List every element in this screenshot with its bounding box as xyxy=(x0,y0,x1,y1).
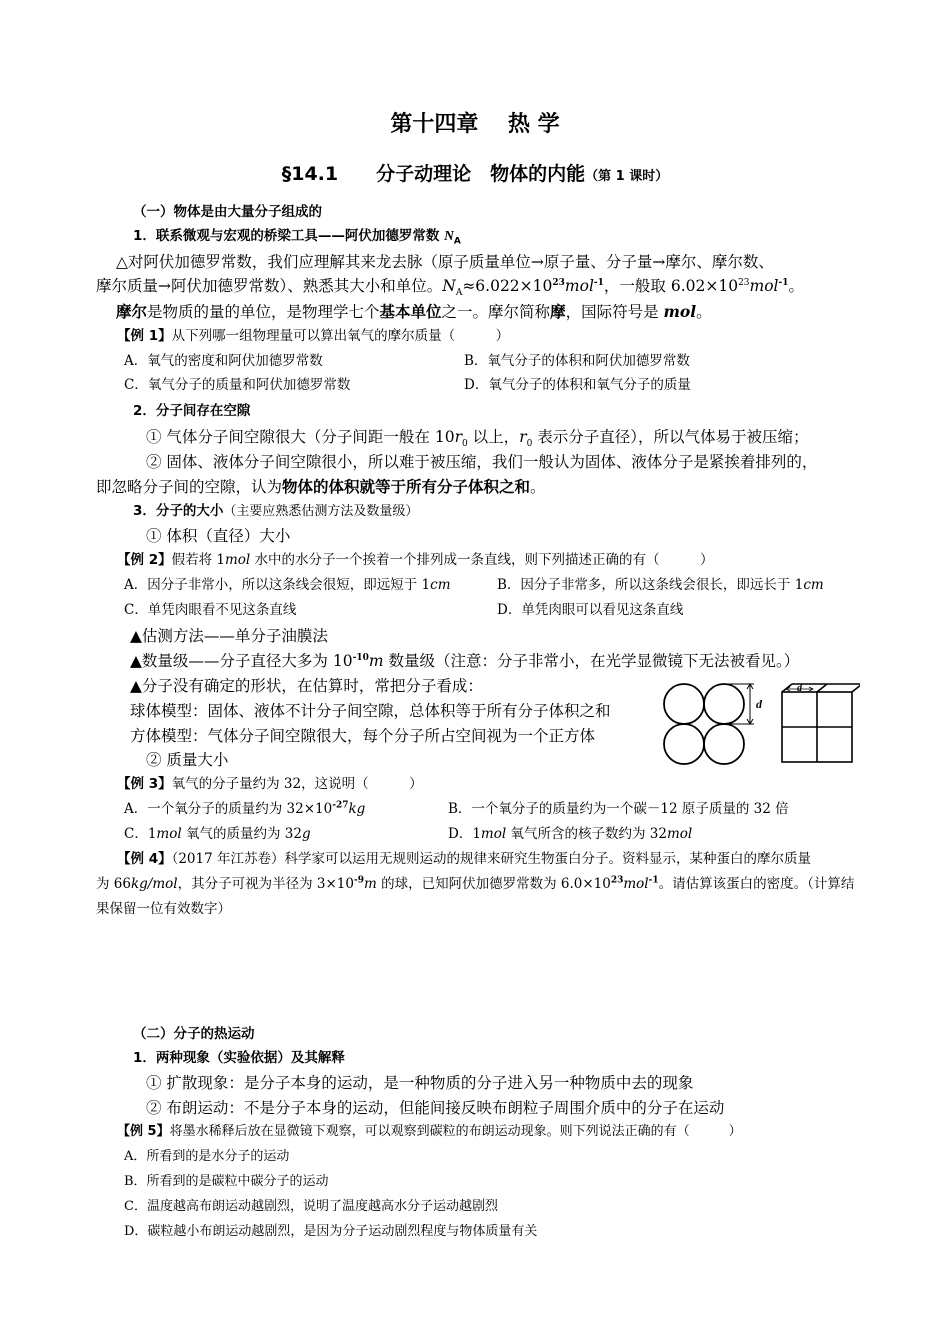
cube-model-figure xyxy=(782,684,860,762)
example1-question: 【例 1】从下列哪一组物理量可以算出氧气的摩尔质量（ ） xyxy=(117,328,510,344)
example2-option-c: C．单凭肉眼看不见这条直线 xyxy=(124,602,297,618)
example4-line1: 【例 4】（2017 年江苏卷）科学家可以运用无规则运动的规律来研究生物蛋白分子。资料显示，某种蛋白的摩尔质量 xyxy=(117,851,811,867)
avogadro-para-line1: △对阿伏加德罗常数，我们应理解其来龙去脉（原子质量单位→原子量、分子量→摩尔、摩尔数、 xyxy=(116,253,774,271)
size-volume: ① 体积（直径）大小 xyxy=(146,527,291,545)
sphere-model: 球体模型：固体、液体不计分子间空隙，总体积等于所有分子体积之和 xyxy=(130,702,611,720)
example2-question: 【例 2】假若将 1mol 水中的水分子一个挨着一个排列成一条直线，则下列描述正确的有（ ） xyxy=(117,552,714,568)
bullet-shape: ▲分子没有确定的形状，在估算时，常把分子看成： xyxy=(130,677,483,695)
example3-option-a: A．一个氧分子的质量约为 $32\times 10^{-27}kg$ xyxy=(124,800,366,817)
gap-line1: ① 气体分子间空隙很大（分子间距一般在 $10r_0$ 以上，$r_0$ 表示分子直径），所以气体易于被压缩； xyxy=(146,428,809,450)
cube-model: 方体模型：气体分子间空隙很大，每个分子所占空间视为一个正方体 xyxy=(130,727,596,745)
item1-heading: 1．联系微观与宏观的桥梁工具——阿伏加德罗常数 $N_A$ xyxy=(133,228,461,247)
section-note: （第 1 课时） xyxy=(585,169,669,184)
avogadro-para-line2: 摩尔质量→阿伏加德罗常数）、熟悉其大小和单位。$N_A\approx 6.022\times 10^{23}mol^{-1}$，一般取 $6.02\times 10^{23}mol^{-1}$。 xyxy=(96,277,805,299)
example4-line2: 为 66kg/mol，其分子可视为半径为 $3\times 10^{-9}m$ 的球，已知阿伏加德罗常数为 $6.0\times 10^{23}mol^{-1}$。请估算该蛋白的密度。（计算结 xyxy=(96,875,855,892)
section-name: 分子动理论 物体的内能 xyxy=(376,163,586,185)
section-title xyxy=(0,163,950,187)
mole-para: 摩尔是物质的量的单位，是物理学七个基本单位之一。摩尔简称摩，国际符号是 mol。 xyxy=(116,302,712,321)
example3-option-d: D．1mol 氧气所含的核子数约为 32mol xyxy=(448,826,693,842)
diameter-label-sphere: d xyxy=(756,697,762,711)
example2-option-d: D．单凭肉眼可以看见这条直线 xyxy=(497,602,684,618)
example3-option-b: B．一个氧分子的质量约为一个碳－12 原子质量的 32 倍 xyxy=(448,801,789,817)
example5-option-d: D．碳粒越小布朗运动越剧烈，是因为分子运动剧烈程度与物体质量有关 xyxy=(124,1224,538,1239)
bullet-magnitude: ▲数量级——分子直径大多为 $10^{-10}m$ 数量级（注意：分子非常小，在光学显微镜下无法被看见。） xyxy=(130,652,800,670)
part2-heading: （二）分子的热运动 xyxy=(133,1026,255,1042)
chapter-title: 第十四章 热 学 xyxy=(390,112,560,137)
molecule-model-figure xyxy=(660,680,860,780)
bullet-estimation: ▲估测方法——单分子油膜法 xyxy=(130,627,328,645)
example1-option-b: B．氧气分子的体积和阿伏加德罗常数 xyxy=(464,353,690,369)
example5-question: 【例 5】将墨水稀释后放在显微镜下观察，可以观察到碳粒的布朗运动现象。则下列说法正确的有（ ） xyxy=(117,1124,742,1139)
example5-option-b: B．所看到的是碳粒中碳分子的运动 xyxy=(124,1174,329,1189)
diffusion-line: ① 扩散现象：是分子本身的运动，是一种物质的分子进入另一种物质中去的现象 xyxy=(146,1074,694,1092)
diameter-label-cube: d xyxy=(797,683,802,694)
example2-option-a: A．因分子非常小，所以这条线会很短，即远短于 1cm xyxy=(124,577,451,593)
mass-size: ② 质量大小 xyxy=(146,751,229,769)
gap-line2: ② 固体、液体分子间空隙很小，所以难于被压缩，我们一般认为固体、液体分子是紧挨着排列的， xyxy=(146,453,818,471)
part1-heading: （一）物体是由大量分子组成的 xyxy=(133,204,322,220)
example1-option-d: D．氧气分子的体积和氧气分子的质量 xyxy=(464,377,691,393)
item3-heading: 3．分子的大小（主要应熟悉估测方法及数量级） xyxy=(133,503,419,519)
example5-option-c: C．温度越高布朗运动越剧烈，说明了温度越高水分子运动越剧烈 xyxy=(124,1199,498,1214)
example5-option-a: A．所看到的是水分子的运动 xyxy=(124,1149,290,1164)
gap-line3: 即忽略分子间的空隙，认为物体的体积就等于所有分子体积之和。 xyxy=(96,478,546,496)
section-number: §14.1 xyxy=(281,163,339,185)
example4-line3: 果保留一位有效数字） xyxy=(96,901,231,917)
brownian-line: ② 布朗运动：不是分子本身的运动，但能间接反映布朗粒子周围介质中的分子在运动 xyxy=(146,1099,725,1117)
sphere-molecule xyxy=(704,684,744,724)
sphere-molecule xyxy=(664,724,704,764)
example2-option-b: B．因分子非常多，所以这条线会很长，即远长于 1cm xyxy=(497,577,824,593)
sphere-molecule xyxy=(664,684,704,724)
example3-option-c: C．1mol 氧气的质量约为 32g xyxy=(124,826,311,842)
example1-option-c: C．氧气分子的质量和阿伏加德罗常数 xyxy=(124,377,351,393)
example1-option-a: A．氧气的密度和阿伏加德罗常数 xyxy=(124,353,323,369)
item2-heading: 2．分子间存在空隙 xyxy=(133,403,251,419)
part2-item1-heading: 1．两种现象（实验依据）及其解释 xyxy=(133,1050,345,1066)
example3-question: 【例 3】氧气的分子量约为 32，这说明（ ） xyxy=(117,776,423,792)
sphere-molecule xyxy=(704,724,744,764)
